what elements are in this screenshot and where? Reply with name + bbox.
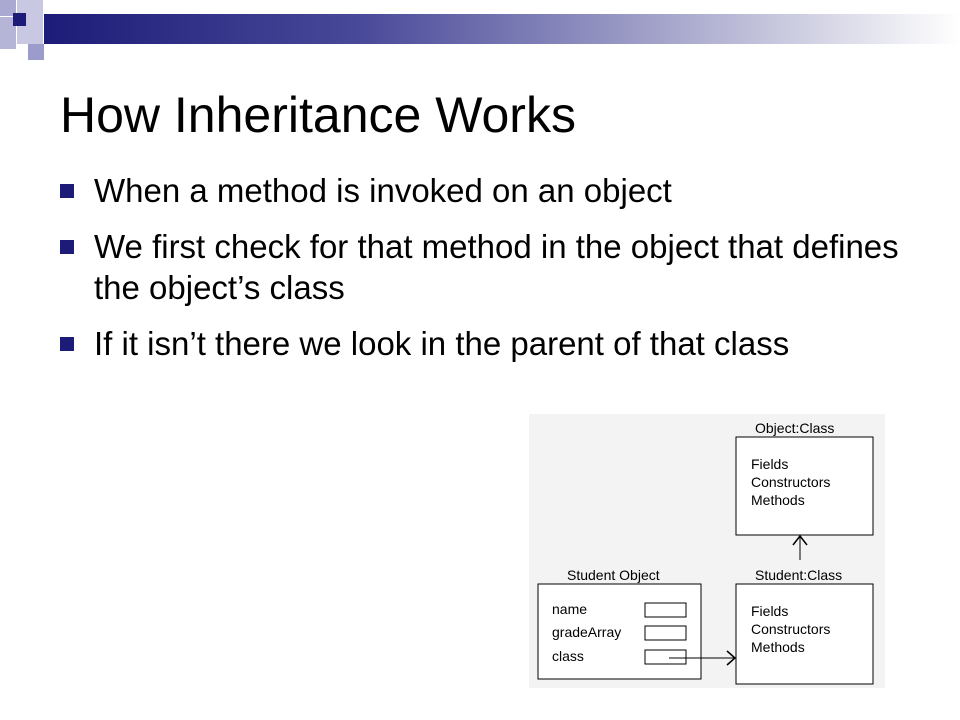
field-label: name bbox=[552, 601, 588, 617]
bullet-item bbox=[60, 170, 920, 211]
bullet-text: When a method is invoked on an object bbox=[94, 172, 672, 209]
object-class-line: Methods bbox=[751, 492, 805, 508]
bullet-item bbox=[60, 226, 920, 308]
student-class-line: Constructors bbox=[751, 621, 831, 637]
object-class-line: Constructors bbox=[751, 474, 831, 490]
student-class-line: Methods bbox=[751, 639, 805, 655]
bullet-text: If it isn’t there we look in the parent of that class bbox=[94, 325, 790, 362]
student-class-line: Fields bbox=[751, 603, 789, 619]
header-band bbox=[44, 14, 960, 44]
field-slot bbox=[645, 603, 686, 617]
decor-square bbox=[28, 44, 44, 60]
bullet-square-icon bbox=[60, 337, 74, 351]
bullet-text: We first check for that method in the object that defines the object’s class bbox=[94, 228, 899, 306]
student-class-title: Student:Class bbox=[755, 567, 843, 583]
bullet-item bbox=[60, 323, 920, 364]
object-class-line: Fields bbox=[751, 456, 789, 472]
bullet-list bbox=[60, 170, 920, 379]
field-label: gradeArray bbox=[552, 624, 622, 640]
field-slot bbox=[645, 626, 686, 640]
field-slot bbox=[645, 650, 686, 664]
bullet-square-icon bbox=[60, 240, 74, 254]
inheritance-diagram bbox=[529, 414, 885, 688]
field-label: class bbox=[552, 648, 584, 664]
bullet-square-icon bbox=[60, 184, 74, 198]
decor-square bbox=[13, 13, 26, 26]
student-object-title: Student Object bbox=[567, 567, 660, 583]
object-class-title: Object:Class bbox=[755, 420, 835, 436]
diagram-svg bbox=[529, 414, 885, 688]
slide-title: How Inheritance Works bbox=[60, 87, 576, 143]
